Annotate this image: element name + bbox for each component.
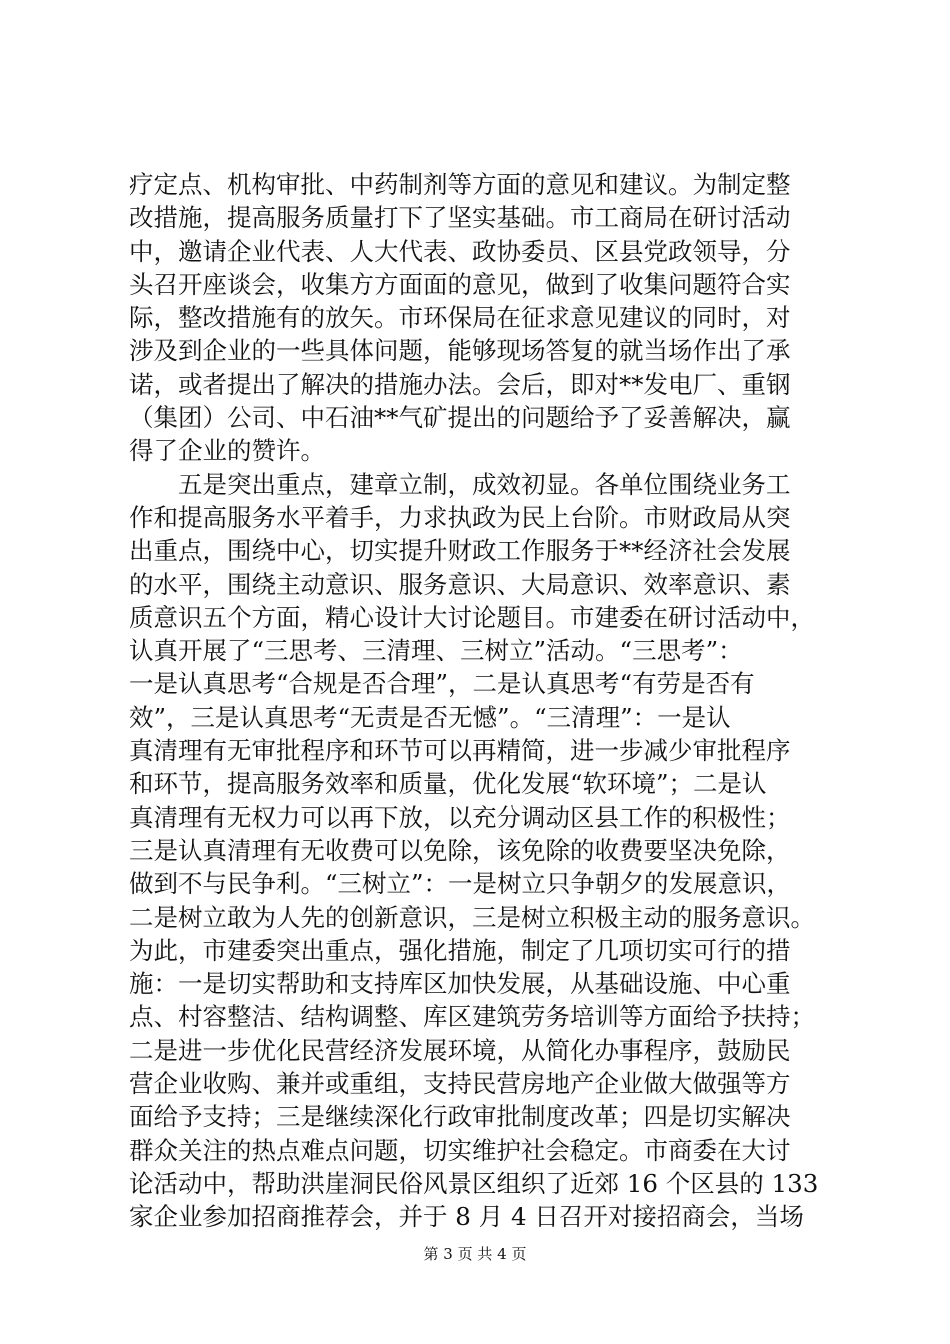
text-line: 效”，三是认真思考“无责是否无憾”。“三清理”：一是认 [129,702,731,732]
text-line: 家企业参加招商推荐会，并于 8 月 4 日召开对接招商会，当场 [129,1202,804,1232]
text-line: 五是突出重点，建章立制，成效初显。各单位围绕业务工 [129,469,791,499]
text-line: 二是树立敢为人先的创新意识，三是树立积极主动的服务意识。 [129,902,815,932]
text-line: 认真开展了“三思考、三清理、三树立”活动。“三思考”： [129,636,743,666]
text-line: 出重点，围绕中心，切实提升财政工作服务于**经济社会发展 [129,536,791,566]
page-footer: 第 3 页 共 4 页 [423,1245,527,1263]
text-line: 质意识五个方面，精心设计大讨论题目。市建委在研讨活动中， [129,602,815,632]
text-line: 三是认真清理有无收费可以免除，该免除的收费要坚决免除， [129,835,791,865]
text-line: 涉及到企业的一些具体问题，能够现场答复的就当场作出了承 [129,336,791,366]
text-line: 作和提高服务水平着手，力求执政为民上台阶。市财政局从突 [129,502,791,532]
text-line: 的水平，围绕主动意识、服务意识、大局意识、效率意识、素 [129,569,791,599]
text-line: 疗定点、机构审批、中药制剂等方面的意见和建议。为制定整 [129,170,791,199]
body-text [129,168,829,1234]
text-line: 和环节，提高服务效率和质量，优化发展“软环境”；二是认 [129,769,767,799]
text-line: 诺，或者提出了解决的措施办法。会后，即对**发电厂、重钢 [129,369,791,399]
text-line: 得了企业的赞许。 [129,436,325,466]
text-line: 中，邀请企业代表、人大代表、政协委员、区县党政领导，分 [129,236,791,266]
text-line: 头召开座谈会，收集方方面面的意见，做到了收集问题符合实 [129,269,791,299]
text-line: 二是进一步优化民营经济发展环境，从简化办事程序，鼓励民 [129,1035,791,1065]
text-line: 真清理有无审批程序和环节可以再精简，进一步减少审批程序 [129,736,791,766]
text-line: 点、村容整洁、结构调整、库区建筑劳务培训等方面给予扶持； [129,1002,815,1032]
text-line: 际，整改措施有的放矢。市环保局在征求意见建议的同时，对 [129,303,791,333]
text-line: 为此，市建委突出重点，强化措施，制定了几项切实可行的措 [129,935,791,965]
text-line: 施：一是切实帮助和支持库区加快发展，从基础设施、中心重 [129,969,791,999]
text-line: 论活动中，帮助洪崖洞民俗风景区组织了近郊 16 个区县的 133 [129,1168,819,1198]
text-line: 面给予支持；三是继续深化行政审批制度改革；四是切实解决 [129,1102,791,1132]
text-line: 群众关注的热点难点问题，切实维护社会稳定。市商委在大讨 [129,1135,791,1165]
text-line: 营企业收购、兼并或重组，支持民营房地产企业做大做强等方 [129,1069,791,1099]
text-line: 做到不与民争利。“三树立”：一是树立只争朝夕的发展意识， [129,869,792,899]
text-line: 一是认真思考“合规是否合理”，二是认真思考“有劳是否有 [129,669,755,699]
text-line: 真清理有无权力可以再下放，以充分调动区县工作的积极性； [129,802,791,832]
text-line: （集团）公司、中石油**气矿提出的问题给予了妥善解决，赢 [129,403,791,433]
text-line: 改措施，提高服务质量打下了坚实基础。市工商局在研讨活动 [129,203,791,233]
